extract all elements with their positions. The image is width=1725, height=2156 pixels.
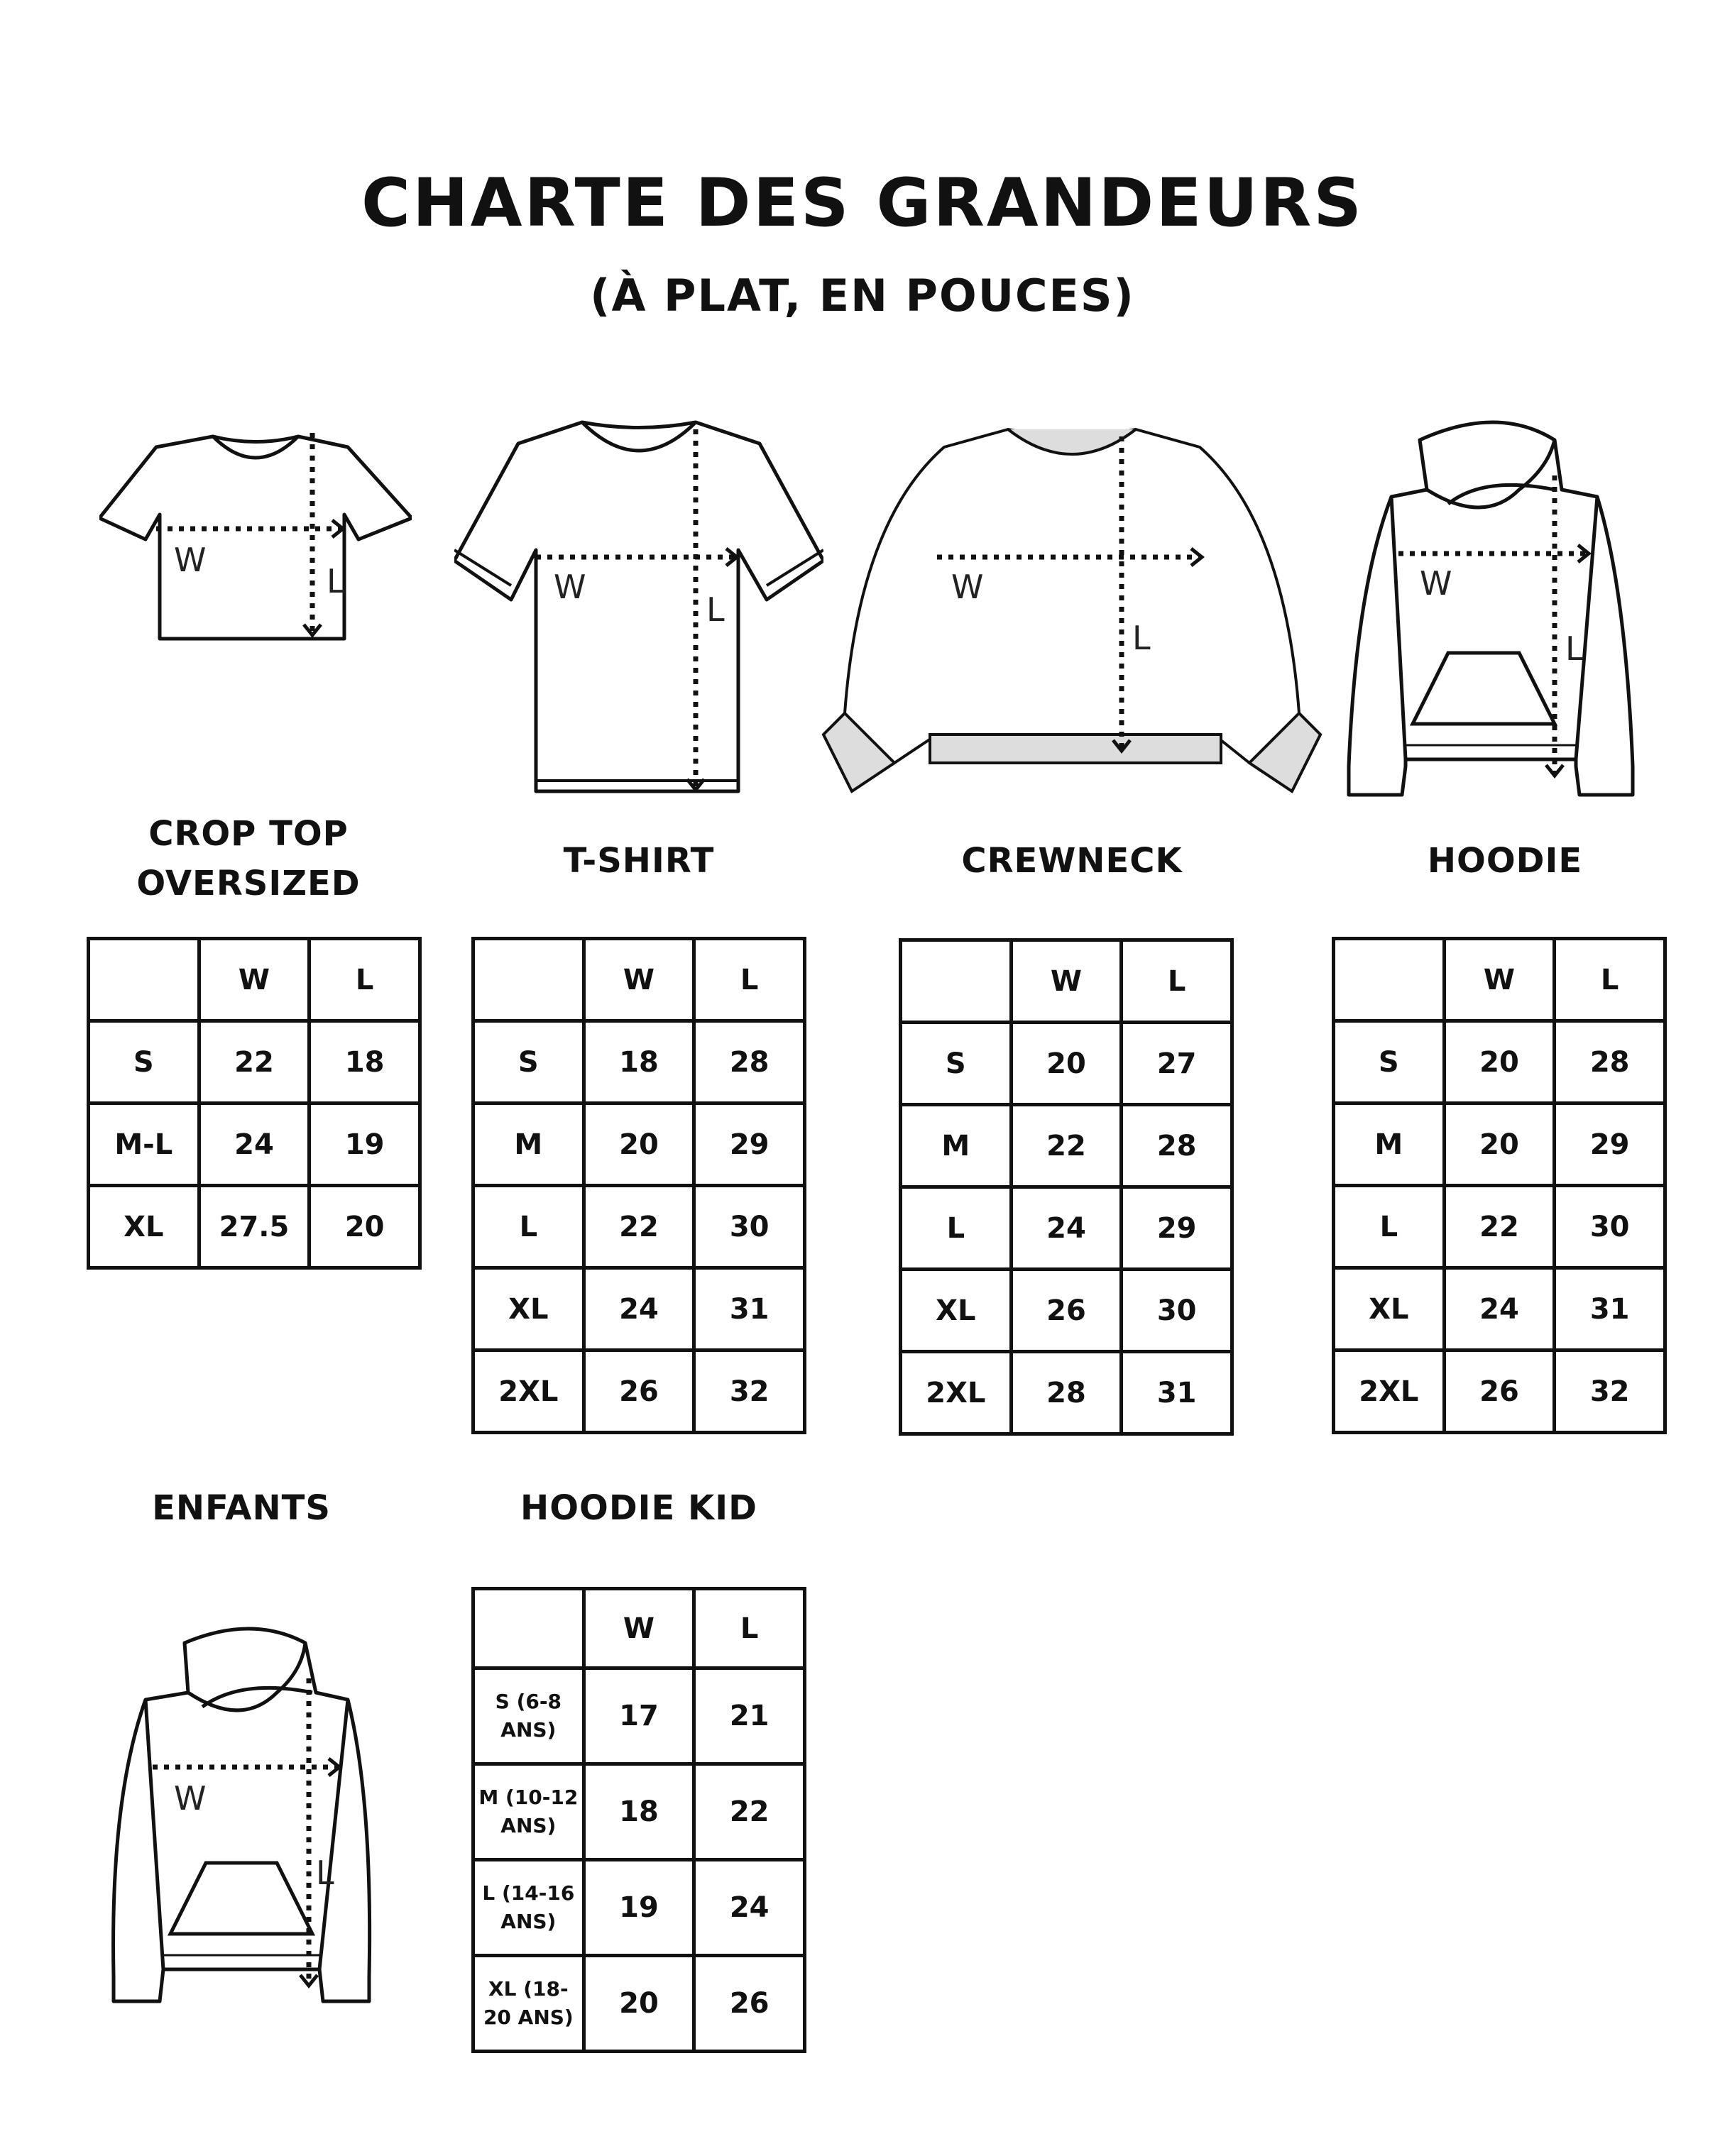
size-cell: L <box>473 1186 584 1268</box>
width-annotation: W <box>174 541 207 579</box>
length-cell: 26 <box>694 1956 805 2052</box>
width-cell: 26 <box>1444 1351 1555 1433</box>
length-annotation: L <box>1565 629 1584 668</box>
header-cell: W <box>584 1589 694 1668</box>
size-cell: XL (18-20 ANS) <box>473 1956 584 2052</box>
size-cell: S <box>473 1021 584 1104</box>
size-cell: M <box>901 1105 1012 1187</box>
size-cell: M (10-12 ANS) <box>473 1764 584 1860</box>
tshirt-label: T-SHIRT <box>563 841 715 881</box>
length-cell: 28 <box>694 1021 805 1104</box>
table-row <box>1334 1104 1665 1186</box>
length-annotation: L <box>327 562 345 600</box>
width-cell: 24 <box>1011 1187 1122 1270</box>
size-cell: L <box>1334 1186 1445 1268</box>
width-cell: 20 <box>584 1104 694 1186</box>
page-title: CHARTE DES GRANDEURS <box>361 165 1364 242</box>
table-row <box>1334 1021 1665 1104</box>
table-row <box>473 1860 805 1956</box>
page-subtitle: (À PLAT, EN POUCES) <box>590 270 1135 321</box>
header-cell: W <box>1011 940 1122 1023</box>
width-cell: 24 <box>199 1104 310 1186</box>
width-annotation: W <box>951 568 984 606</box>
table-row <box>1334 1186 1665 1268</box>
length-cell: 31 <box>694 1268 805 1351</box>
length-cell: 28 <box>1555 1021 1665 1104</box>
length-cell: 30 <box>1122 1270 1232 1352</box>
table-row <box>473 1351 805 1433</box>
width-cell: 22 <box>584 1186 694 1268</box>
length-cell: 22 <box>694 1764 805 1860</box>
length-cell: 32 <box>1555 1351 1665 1433</box>
size-cell: S (6-8 ANS) <box>473 1668 584 1764</box>
header-cell: W <box>199 939 310 1021</box>
header-cell: L <box>1122 940 1232 1023</box>
width-cell: 20 <box>1011 1023 1122 1105</box>
crewneck-label: CREWNECK <box>961 841 1183 881</box>
length-annotation: L <box>316 1854 334 1892</box>
hoodie-illustration <box>1342 412 1654 798</box>
width-cell: 24 <box>584 1268 694 1351</box>
header-cell: L <box>310 939 420 1021</box>
length-annotation: L <box>706 590 725 629</box>
tshirt-size-table <box>471 937 806 1434</box>
table-row <box>473 1021 805 1104</box>
header-cell <box>473 1589 584 1668</box>
length-cell: 21 <box>694 1668 805 1764</box>
width-cell: 18 <box>584 1021 694 1104</box>
length-cell: 18 <box>310 1021 420 1104</box>
table-row <box>89 1021 420 1104</box>
length-cell: 31 <box>1122 1352 1232 1434</box>
header-cell: L <box>1555 939 1665 1021</box>
width-cell: 27.5 <box>199 1186 310 1268</box>
length-cell: 30 <box>1555 1186 1665 1268</box>
header-cell <box>89 939 199 1021</box>
size-cell: 2XL <box>901 1352 1012 1434</box>
table-row <box>473 1104 805 1186</box>
table-row <box>901 1270 1232 1352</box>
crop-top-label-line2: OVERSIZED <box>136 864 361 903</box>
width-cell: 28 <box>1011 1352 1122 1434</box>
size-cell: 2XL <box>473 1351 584 1433</box>
size-cell: XL <box>473 1268 584 1351</box>
length-cell: 32 <box>694 1351 805 1433</box>
length-cell: 19 <box>310 1104 420 1186</box>
size-cell: S <box>901 1023 1012 1105</box>
crewneck-illustration <box>802 415 1342 798</box>
table-row <box>89 1186 420 1268</box>
width-cell: 20 <box>584 1956 694 2052</box>
width-annotation: W <box>174 1779 207 1817</box>
header-cell <box>473 939 584 1021</box>
length-cell: 30 <box>694 1186 805 1268</box>
size-cell: 2XL <box>1334 1351 1445 1433</box>
width-cell: 22 <box>199 1021 310 1104</box>
hoodie-label: HOODIE <box>1427 841 1583 881</box>
width-cell: 17 <box>584 1668 694 1764</box>
width-annotation: W <box>554 568 586 606</box>
table-row <box>473 1186 805 1268</box>
length-cell: 24 <box>694 1860 805 1956</box>
hoodie-kid-size-table <box>471 1587 806 2053</box>
size-cell: XL <box>901 1270 1012 1352</box>
width-cell: 24 <box>1444 1268 1555 1351</box>
tshirt-illustration <box>454 415 823 798</box>
table-header-row <box>901 940 1232 1023</box>
size-cell: M <box>1334 1104 1445 1186</box>
enfants-label: ENFANTS <box>152 1488 331 1528</box>
table-header-row <box>89 939 420 1021</box>
table-row <box>901 1187 1232 1270</box>
width-cell: 20 <box>1444 1021 1555 1104</box>
table-row <box>901 1023 1232 1105</box>
table-header-row <box>473 939 805 1021</box>
table-row <box>473 1764 805 1860</box>
header-cell <box>901 940 1012 1023</box>
hoodie-kid-illustration <box>99 1622 398 2005</box>
length-cell: 29 <box>694 1104 805 1186</box>
length-cell: 29 <box>1122 1187 1232 1270</box>
width-cell: 22 <box>1444 1186 1555 1268</box>
crop-top-label <box>71 809 426 908</box>
table-row <box>1334 1268 1665 1351</box>
hoodie-kid-label: HOODIE KID <box>520 1488 757 1528</box>
length-cell: 29 <box>1555 1104 1665 1186</box>
table-row <box>1334 1351 1665 1433</box>
size-cell: L (14-16 ANS) <box>473 1860 584 1956</box>
header-cell: W <box>1444 939 1555 1021</box>
table-row <box>473 1268 805 1351</box>
table-header-row <box>1334 939 1665 1021</box>
length-cell: 20 <box>310 1186 420 1268</box>
table-row <box>901 1105 1232 1187</box>
width-cell: 18 <box>584 1764 694 1860</box>
table-row <box>89 1104 420 1186</box>
width-annotation: W <box>1420 564 1452 603</box>
hoodie-size-table <box>1332 937 1667 1434</box>
width-cell: 26 <box>1011 1270 1122 1352</box>
size-cell: XL <box>89 1186 199 1268</box>
length-annotation: L <box>1132 619 1151 657</box>
crop-top-label-line1: CROP TOP <box>148 814 349 854</box>
width-cell: 19 <box>584 1860 694 1956</box>
header-cell <box>1334 939 1445 1021</box>
crewneck-size-table <box>899 938 1234 1436</box>
length-cell: 31 <box>1555 1268 1665 1351</box>
header-cell: W <box>584 939 694 1021</box>
size-cell: L <box>901 1187 1012 1270</box>
size-cell: S <box>89 1021 199 1104</box>
size-cell: M <box>473 1104 584 1186</box>
length-cell: 27 <box>1122 1023 1232 1105</box>
width-cell: 26 <box>584 1351 694 1433</box>
size-cell: XL <box>1334 1268 1445 1351</box>
size-cell: S <box>1334 1021 1445 1104</box>
table-row <box>473 1956 805 2052</box>
width-cell: 20 <box>1444 1104 1555 1186</box>
header-cell: L <box>694 1589 805 1668</box>
size-cell: M-L <box>89 1104 199 1186</box>
table-row <box>473 1668 805 1764</box>
header-cell: L <box>694 939 805 1021</box>
crop-top-illustration <box>99 412 412 646</box>
length-cell: 28 <box>1122 1105 1232 1187</box>
table-row <box>901 1352 1232 1434</box>
table-header-row <box>473 1589 805 1668</box>
crop-top-size-table <box>87 937 422 1270</box>
width-cell: 22 <box>1011 1105 1122 1187</box>
